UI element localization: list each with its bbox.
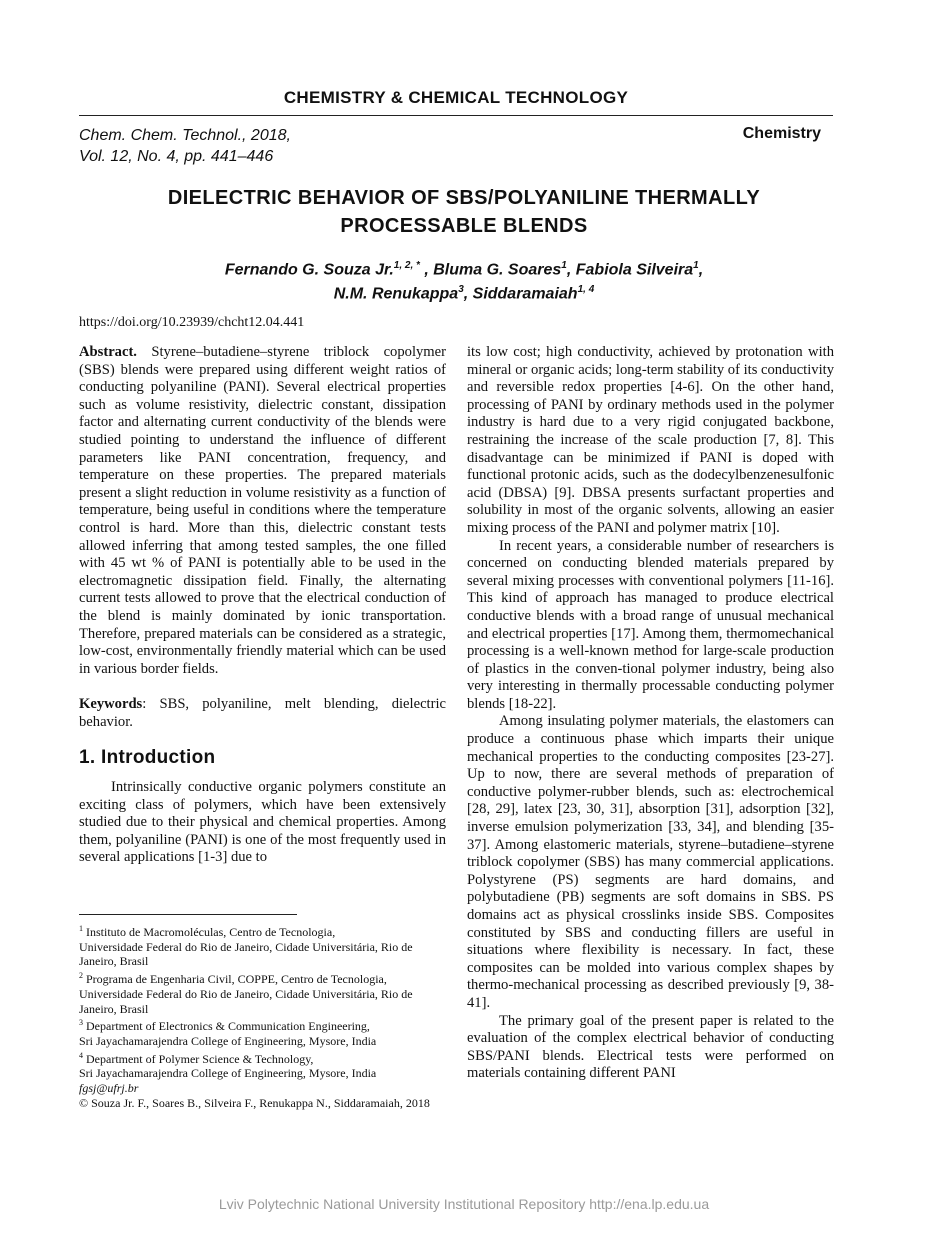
author-name: Siddaramaiah bbox=[472, 285, 578, 303]
footnote-mark: 4 bbox=[79, 1050, 83, 1060]
footnote-1 bbox=[79, 922, 439, 940]
author-line-2 bbox=[79, 280, 849, 304]
keywords-label: Keywords bbox=[79, 696, 143, 713]
author-affiliation: 1, 2, * bbox=[393, 260, 420, 271]
paragraph: Intrinsically conductive organic polymers constitute an exciting class of polymers, which have been extensively studied due to their physical and chemical properties. Among them, polyaniline (PANI) is one of the most frequently used in several applications [1-3] due to bbox=[79, 779, 446, 866]
footnote-4 bbox=[79, 1049, 439, 1067]
keywords bbox=[79, 696, 446, 731]
footnote-1-cont: Universidade Federal do Rio de Janeiro, Cidade Universitária, Rio de Janeiro, Brasil bbox=[79, 939, 413, 969]
paper-title bbox=[79, 184, 849, 240]
citation-line-1: Chem. Chem. Technol., 2018, bbox=[79, 127, 291, 144]
author-separator: , bbox=[463, 285, 473, 303]
author-separator: , bbox=[419, 261, 434, 279]
repository-footer[interactable]: Lviv Polytechnic National University Institutional Repository http://ena.lp.edu.ua bbox=[218, 1196, 710, 1212]
footnote-mark: 2 bbox=[79, 971, 83, 981]
author-name: Fabiola Silveira bbox=[575, 261, 694, 279]
paper-title-line-1: DIELECTRIC BEHAVIOR OF SBS/POLYANILINE THERMALLY bbox=[167, 187, 761, 209]
footnote-2-cont: Universidade Federal do Rio de Janeiro, Cidade Universitária, Rio de Janeiro, Brasil bbox=[79, 986, 413, 1016]
citation-line-2: Vol. 12, No. 4, pp. 441–446 bbox=[79, 148, 274, 165]
footnote-mark: 3 bbox=[79, 1018, 83, 1028]
author-affiliation: 1 bbox=[693, 260, 699, 271]
header-divider bbox=[79, 115, 833, 116]
paragraph: In recent years, a considerable number of researchers is concerned on conducting blended materials prepared by several mixing processes with conventional polymers [11-16]. This kind of approach has managed to produce electrical conductive blends with a broad range of unusual mechanical and electrical properties [17]. Among them, thermomechanical processing is a well-known method for large-scale production of plastics in the conven-tional polymer industry, being also very interesting in thermally processable conducting polymer blends [18-22]. bbox=[467, 537, 834, 712]
section-label: Chemistry bbox=[742, 125, 821, 142]
paragraph: its low cost; high conductivity, achieved by protonation with mineral or organic acids; long-term stability of its conductivity and reversible redox properties [4-6]. On the other hand, processing of PANI by ordinary methods used in the polymer industry is hard due to a very rigid conjugated backbone, restraining the increase of the scale production [7, 8]. This disadvantage can be minimized if PANI is doped with functional protonic acids, such as the dodecylbenzenesulfonic acid (DBSA) [9]. DBSA presents surfactant properties and solubility in most of the organic solvents, allowing an easier mixing process of the PANI and polymer matrix [10]. bbox=[467, 344, 834, 536]
copyright-notice: © Souza Jr. F., Soares B., Silveira F., Renukappa N., Siddaramaiah, 2018 bbox=[79, 1095, 430, 1110]
abstract bbox=[79, 344, 446, 678]
footnote-4-cont: Sri Jayachamarajendra College of Engineering, Mysore, India bbox=[79, 1066, 377, 1081]
abstract-text: Styrene–butadiene–styrene triblock copolymer (SBS) blends were prepared using different weight ratios of conducting polyaniline (PANI). Several electrical properties such as volume resistivity, dielectric constant, dissipation factor and alternating current conductivity of the blends were studied pointing to understand the influence of different parameters like PANI concentration, frequency, and temperature on these properties. The prepared materials present a slight reduction in volume resistivity as a function of temperature, being useful in conditions where the temperature control is hard. More than this, dielectric constant tests allowed inferring that among tested samples, the one filled with 45 wt % of PANI is potentially able to be used in the electromagnetic dissipation field. Finally, the alternating current tests allowed to prove that the electrical conduction of the blend is mainly dominated by ionic transportation. Therefore, prepared materials can be considered as a strategic, low-cost, environmentally friendly material which can be used in various border fields. bbox=[79, 344, 446, 677]
author-name: N.M. Renukappa bbox=[333, 285, 459, 303]
author-separator: , bbox=[698, 261, 704, 279]
section-heading-introduction: 1. Introduction bbox=[79, 747, 216, 769]
footnotes bbox=[79, 922, 439, 1110]
citation-block bbox=[79, 125, 291, 167]
right-column bbox=[467, 344, 834, 1083]
paragraph: The primary goal of the present paper is related to the evaluation of the complex electrical behavior of conducting SBS/PANI blends. Electrical tests were performed on materials containing different PANI bbox=[467, 1012, 834, 1082]
footnote-text: Instituto de Macromoléculas, Centro de Tecnologia, bbox=[83, 925, 336, 939]
keywords-text: : SBS, polyaniline, melt blending, dielectric behavior. bbox=[79, 696, 446, 730]
left-column bbox=[79, 344, 446, 867]
author-name: Fernando G. Souza Jr. bbox=[224, 261, 394, 279]
footnote-text: Department of Polymer Science & Technology, bbox=[83, 1051, 314, 1066]
paper-title-line-2: PROCESSABLE BLENDS bbox=[340, 215, 588, 237]
author-list bbox=[79, 256, 849, 305]
author-separator: , bbox=[566, 261, 576, 279]
footnote-3-cont: Sri Jayachamarajendra College of Engineering, Mysore, India bbox=[79, 1033, 377, 1048]
paragraph: Among insulating polymer materials, the elastomers can produce a continuous phase which imparts their unique mechanical properties to the conducting composites [23-27]. Up to now, there are several methods of preparation of conductive polymer-rubber blends, such as: electrochemical [28, 29], latex [23, 30, 31], absorption [31], adsorption [32], inverse emulsion polymerization [33, 34], and blending [35-37]. Among elastomeric materials, styrene–butadiene–styrene triblock copolymer (SBS) has many commercial applications. Polystyrene (PS) segments are hard domains, and polybutadiene (PB) segments are soft domains in SBS. PS domains act as physical crosslinks inside SBS. Composites constituted by SBS and conducting fillers are useful in situations where flexibility is necessary. In fact, these composites can be molded into various complex shapes by thermo-mechanical processing as described previously [9, 38-41]. bbox=[467, 713, 834, 1011]
footnote-2 bbox=[79, 969, 439, 987]
author-affiliation: 1, 4 bbox=[577, 284, 595, 296]
footnote-mark: 1 bbox=[79, 924, 83, 933]
doi-link[interactable]: https://doi.org/10.23939/chcht12.04.441 bbox=[79, 315, 305, 330]
journal-name: CHEMISTRY & CHEMICAL TECHNOLOGY bbox=[283, 88, 629, 107]
author-affiliation: 3 bbox=[458, 284, 464, 296]
footnote-divider bbox=[79, 914, 297, 915]
footnote-3 bbox=[79, 1016, 439, 1034]
corresponding-email[interactable]: fgsj@ufrj.br bbox=[79, 1081, 139, 1096]
author-affiliation: 1 bbox=[561, 260, 567, 271]
author-name: Bluma G. Soares bbox=[433, 261, 562, 279]
footnote-text: Department of Electronics & Communication Engineering, bbox=[83, 1019, 370, 1034]
abstract-label: Abstract. bbox=[79, 344, 137, 360]
footnote-text: Programa de Engenharia Civil, COPPE, Centro de Tecnologia, bbox=[83, 972, 387, 987]
author-line-1 bbox=[79, 256, 849, 280]
